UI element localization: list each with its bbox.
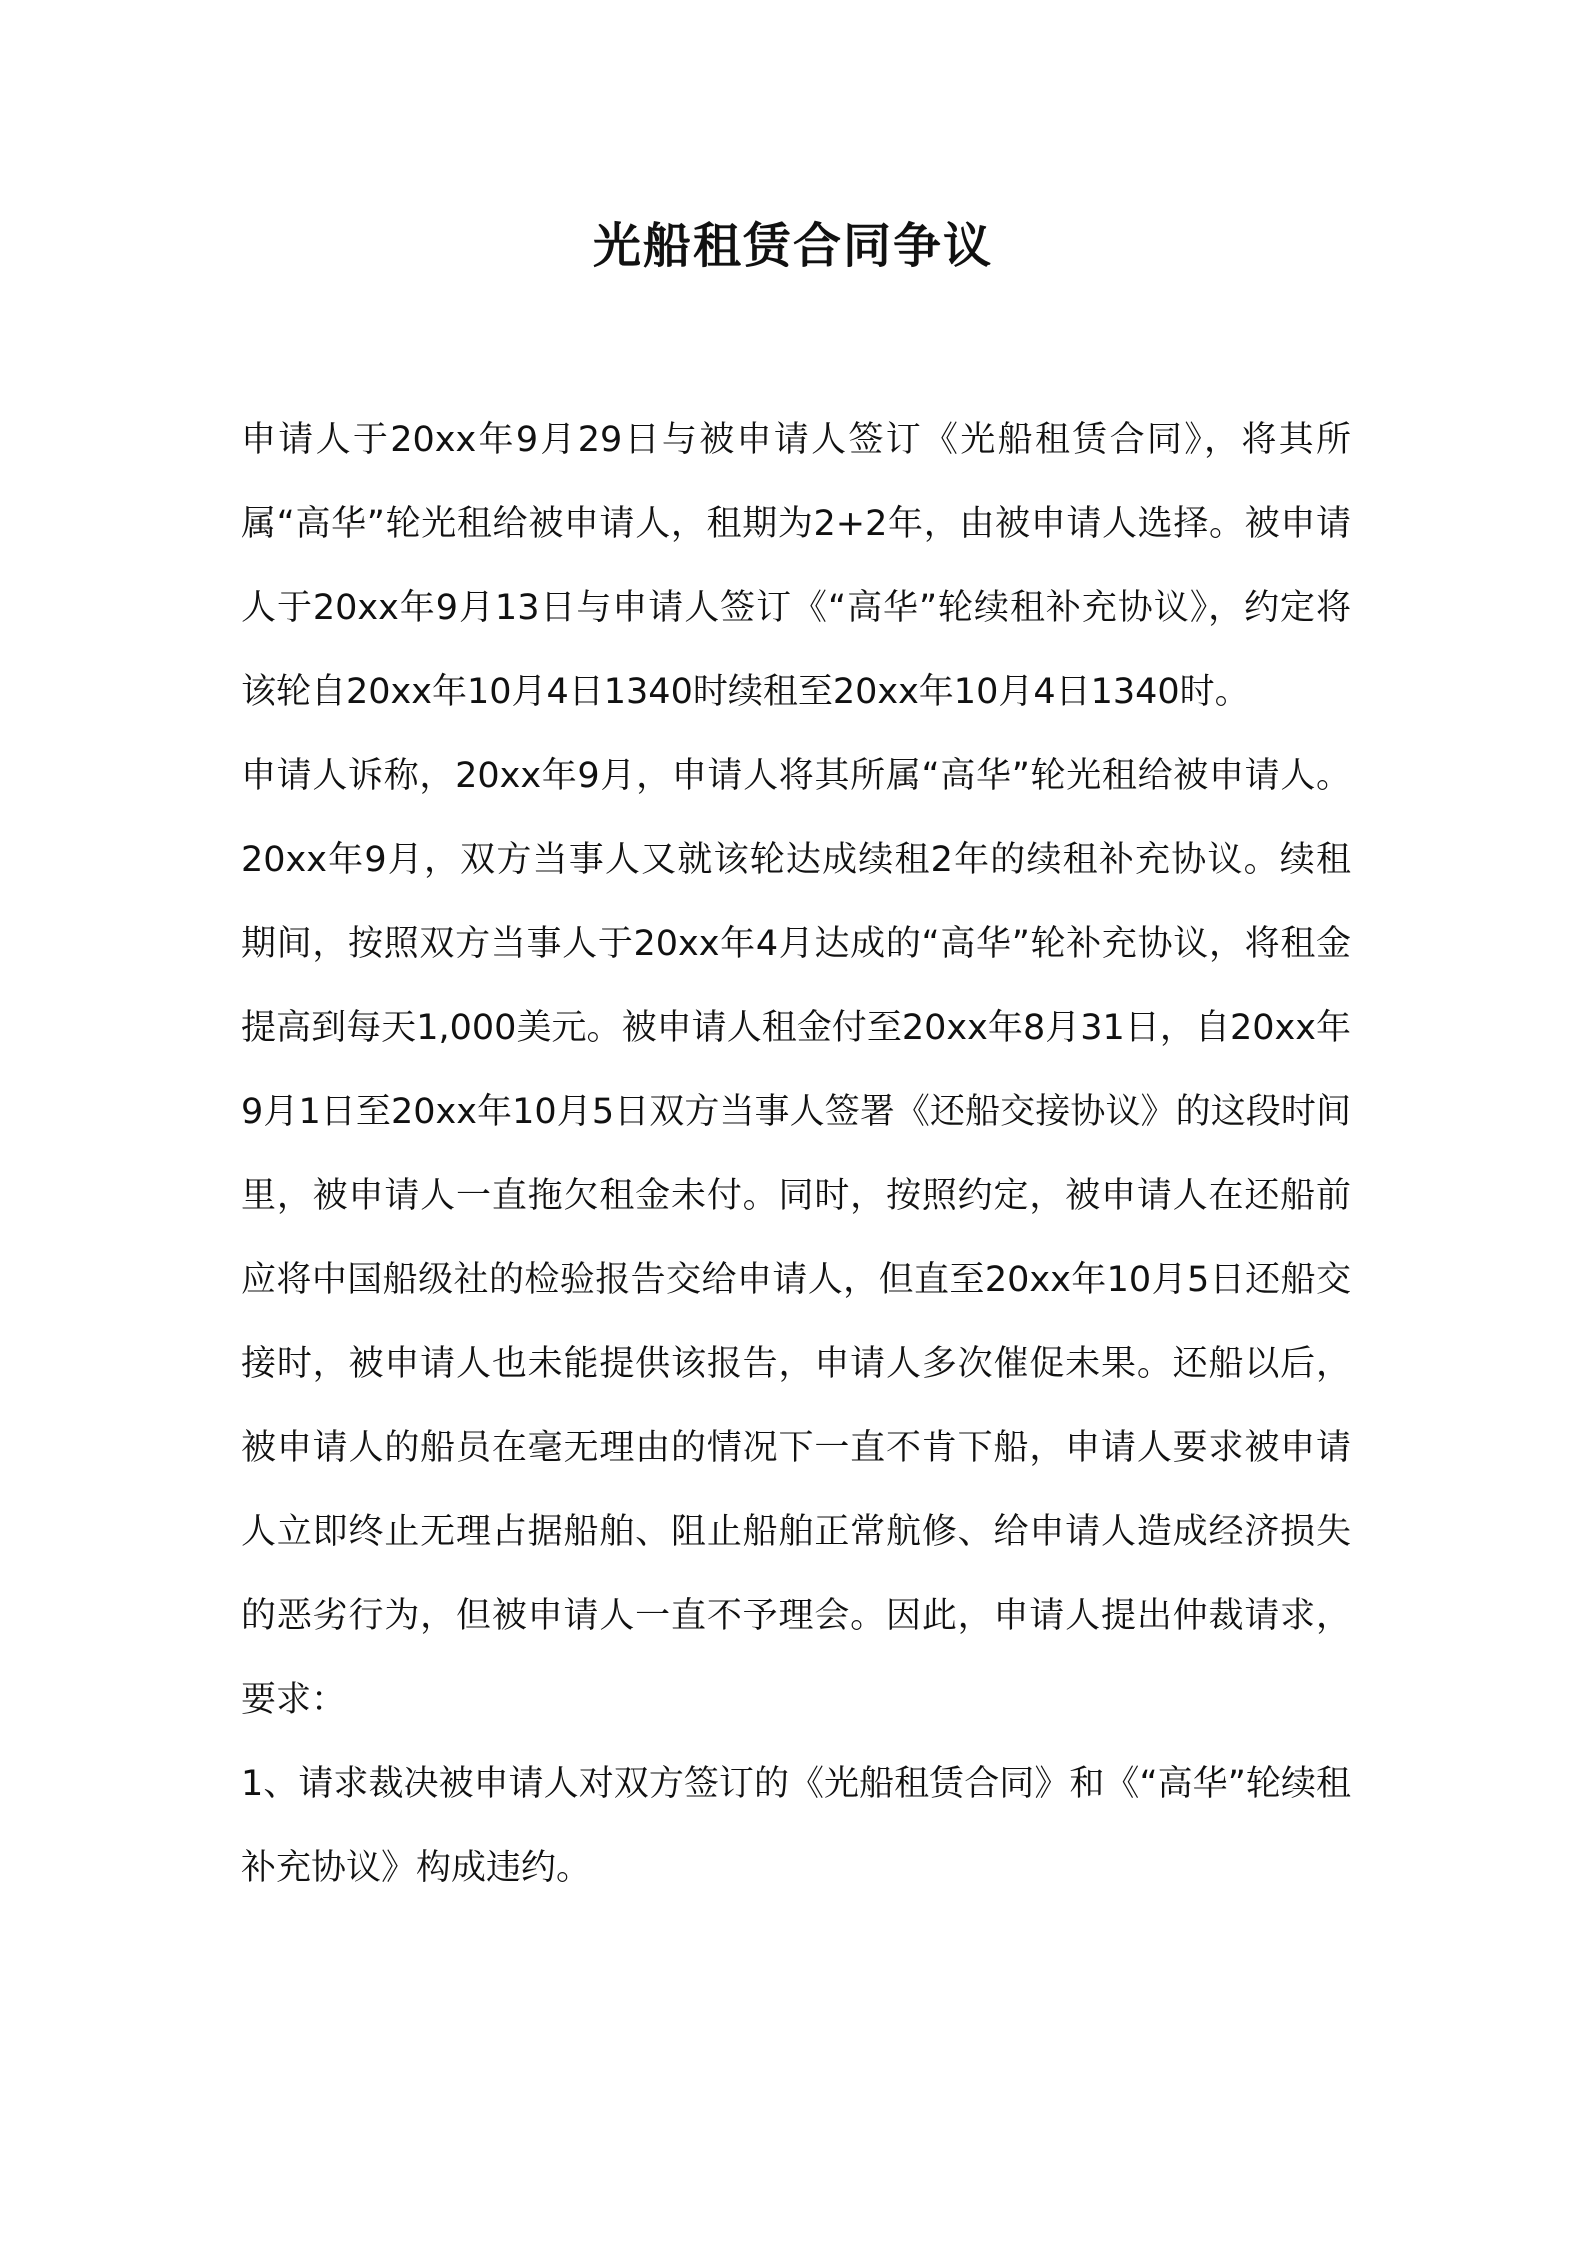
document-body	[241, 398, 1351, 1910]
document-title: 光船租赁合同争议	[592, 218, 993, 274]
paragraph-claim-item-1: 1、请求裁决被申请人对双方签订的《光船租赁合同》和《“高华”轮续租补充协议》构成违约。	[241, 1764, 1351, 1888]
paragraph-claimant-statement: 申请人诉称，20xx年9月，申请人将其所属“高华”轮光租给被申请人。20xx年9月，双方当事人又就该轮达成续租2年的续租补充协议。续租期间，按照双方当事人于20xx年4月达成的“高华”轮补充协议，将租金提高到每天1,000美元。被申请人租金付至20xx年8月31日，自20xx年9月1日至20xx年10月5日双方当事人签署《还船交接协议》的这段时间里，被申请人一直拖欠租金未付。同时，按照约定，被申请人在还船前应将中国船级社的检验报告交给申请人，但直至20xx年10月5日还船交接时，被申请人也未能提供该报告，申请人多次催促未果。还船以后，被申请人的船员在毫无理由的情况下一直不肯下船，申请人要求被申请人立即终止无理占据船舶、阻止船舶正常航修、给申请人造成经济损失的恶劣行为，但被申请人一直不予理会。因此，申请人提出仲裁请求，要求：	[241, 756, 1351, 1720]
paragraph-contract-background: 申请人于20xx年9月29日与被申请人签订《光船租赁合同》，将其所属“高华”轮光租给被申请人，租期为2+2年，由被申请人选择。被申请人于20xx年9月13日与申请人签订《“高华”轮续租补充协议》，约定将该轮自20xx年10月4日1340时续租至20xx年10月4日1340时。	[241, 420, 1351, 712]
